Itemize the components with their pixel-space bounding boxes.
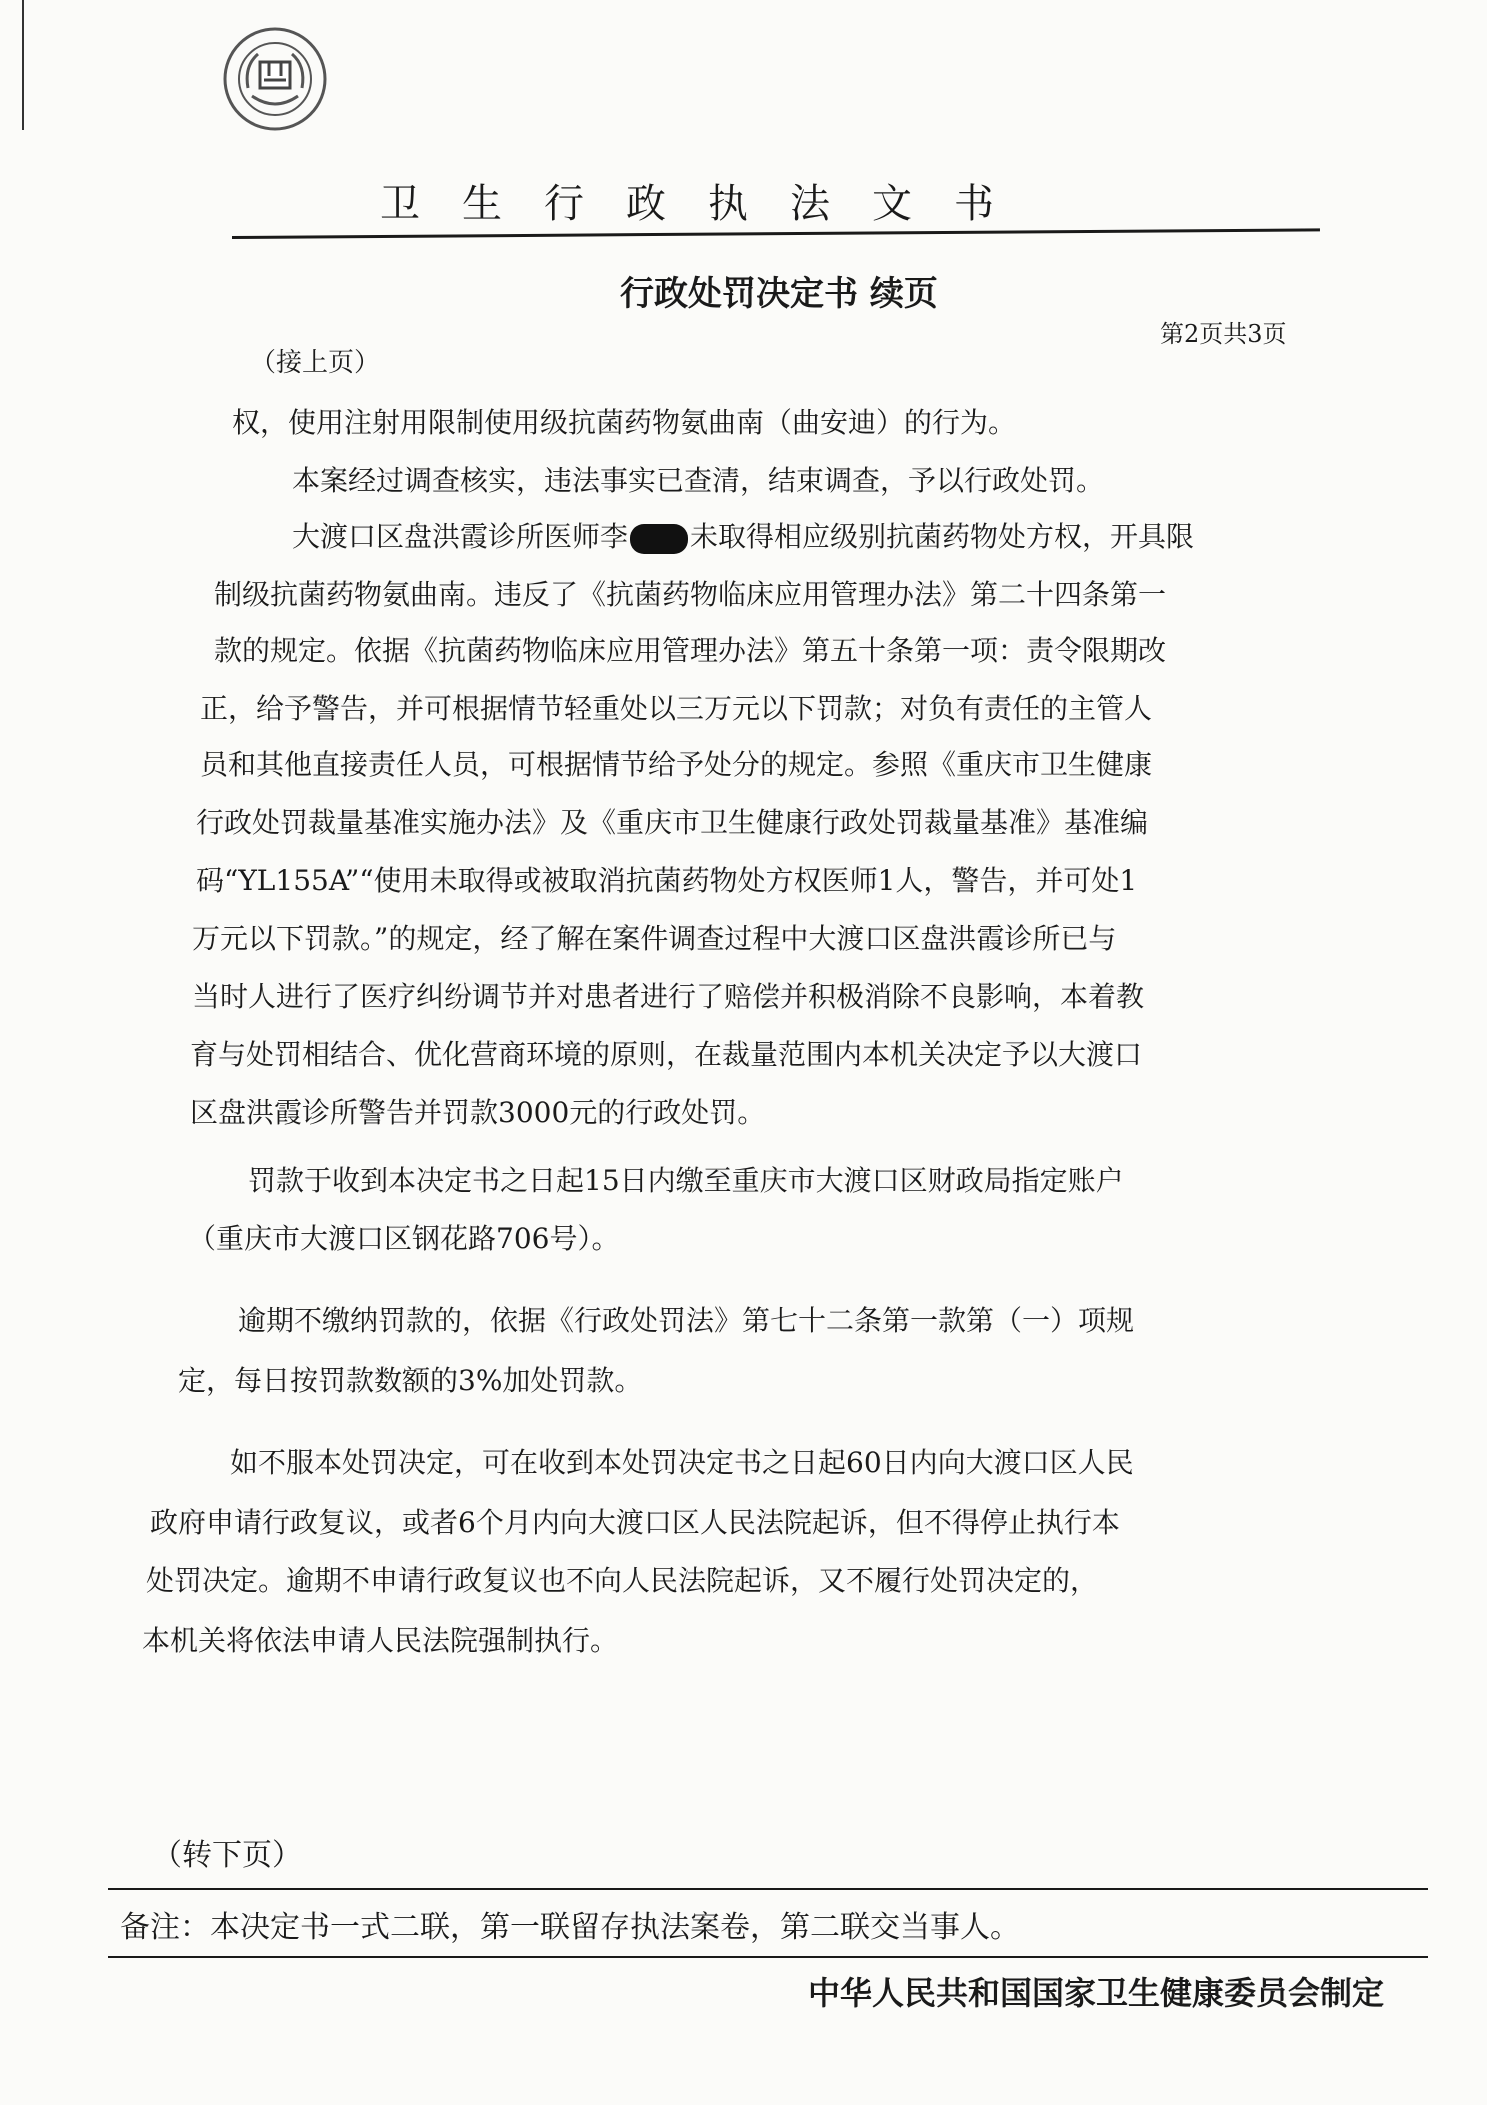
body-line: 款的规定。依据《抗菌药物临床应用管理办法》第五十条第一项：责令限期改 xyxy=(214,634,1167,667)
body-line: （重庆市大渡口区钢花路706号）。 xyxy=(188,1222,620,1255)
document-title: 行政处罚决定书 续页 xyxy=(620,274,938,314)
body-line: 权，使用注射用限制使用级抗菌药物氨曲南（曲安迪）的行为。 xyxy=(232,406,1017,439)
scan-edge-mark xyxy=(22,0,24,130)
page-number: 第2页共3页 xyxy=(1160,320,1287,348)
body-line: 罚款于收到本决定书之日起15日内缴至重庆市大渡口区财政局指定账户 xyxy=(248,1164,1124,1197)
body-line-part: 未取得相应级别抗菌药物处方权，开具限 xyxy=(690,520,1195,553)
body-line: 本案经过调查核实，违法事实已查清，结束调查，予以行政处罚。 xyxy=(292,464,1105,497)
body-line: 制级抗菌药物氨曲南。违反了《抗菌药物临床应用管理办法》第二十四条第一 xyxy=(214,578,1167,611)
body-line xyxy=(292,512,1194,562)
body-line: 员和其他直接责任人员，可根据情节给予处分的规定。参照《重庆市卫生健康 xyxy=(200,748,1153,781)
remarks-note: 备注：本决定书一式二联，第一联留存执法案卷，第二联交当事人。 xyxy=(120,1910,1020,1945)
header-title: 卫生行政执法文书 xyxy=(380,181,1036,227)
body-line: 当时人进行了医疗纠纷调节并对患者进行了赔偿并积极消除不良影响，本着教 xyxy=(192,980,1145,1013)
body-line: 政府申请行政复议，或者6个月内向大渡口区人民法院起诉，但不得停止执行本 xyxy=(150,1506,1120,1539)
body-line: 育与处罚相结合、优化营商环境的原则，在裁量范围内本机关决定予以大渡口 xyxy=(190,1038,1143,1071)
body-line: 行政处罚裁量基准实施办法》及《重庆市卫生健康行政处罚裁量基准》基准编 xyxy=(196,806,1149,839)
continued-to-label: （转下页） xyxy=(152,1838,302,1873)
body-line-part: 大渡口区盘洪霞诊所医师李 xyxy=(292,520,629,553)
remarks-bottom-divider xyxy=(108,1956,1428,1958)
body-line: 定，每日按罚款数额的3%加处罚款。 xyxy=(178,1364,643,1397)
body-line: 正，给予警告，并可根据情节轻重处以三万元以下罚款；对负有责任的主管人 xyxy=(200,692,1153,725)
body-line: 如不服本处罚决定，可在收到本处罚决定书之日起60日内向大渡口区人民 xyxy=(230,1446,1134,1479)
seal-emblem-icon xyxy=(222,26,328,132)
header-divider xyxy=(232,228,1320,239)
issuer-footer: 中华人民共和国国家卫生健康委员会制定 xyxy=(808,1974,1385,2012)
remarks-top-divider xyxy=(108,1888,1428,1890)
body-line: 逾期不缴纳罚款的，依据《行政处罚法》第七十二条第一款第（一）项规 xyxy=(238,1304,1135,1337)
continued-from-label: （接上页） xyxy=(250,348,381,378)
body-line: 处罚决定。逾期不申请行政复议也不向人民法院起诉，又不履行处罚决定的， xyxy=(146,1564,1099,1597)
redaction-mark xyxy=(630,524,688,554)
body-line: 码“YL155A”“使用未取得或被取消抗菌药物处方权医师1人，警告，并可处1 xyxy=(196,864,1138,897)
body-line: 本机关将依法申请人民法院强制执行。 xyxy=(142,1624,619,1657)
body-line: 万元以下罚款。”的规定，经了解在案件调查过程中大渡口区盘洪霞诊所已与 xyxy=(192,922,1117,955)
body-line: 区盘洪霞诊所警告并罚款3000元的行政处罚。 xyxy=(190,1096,766,1129)
